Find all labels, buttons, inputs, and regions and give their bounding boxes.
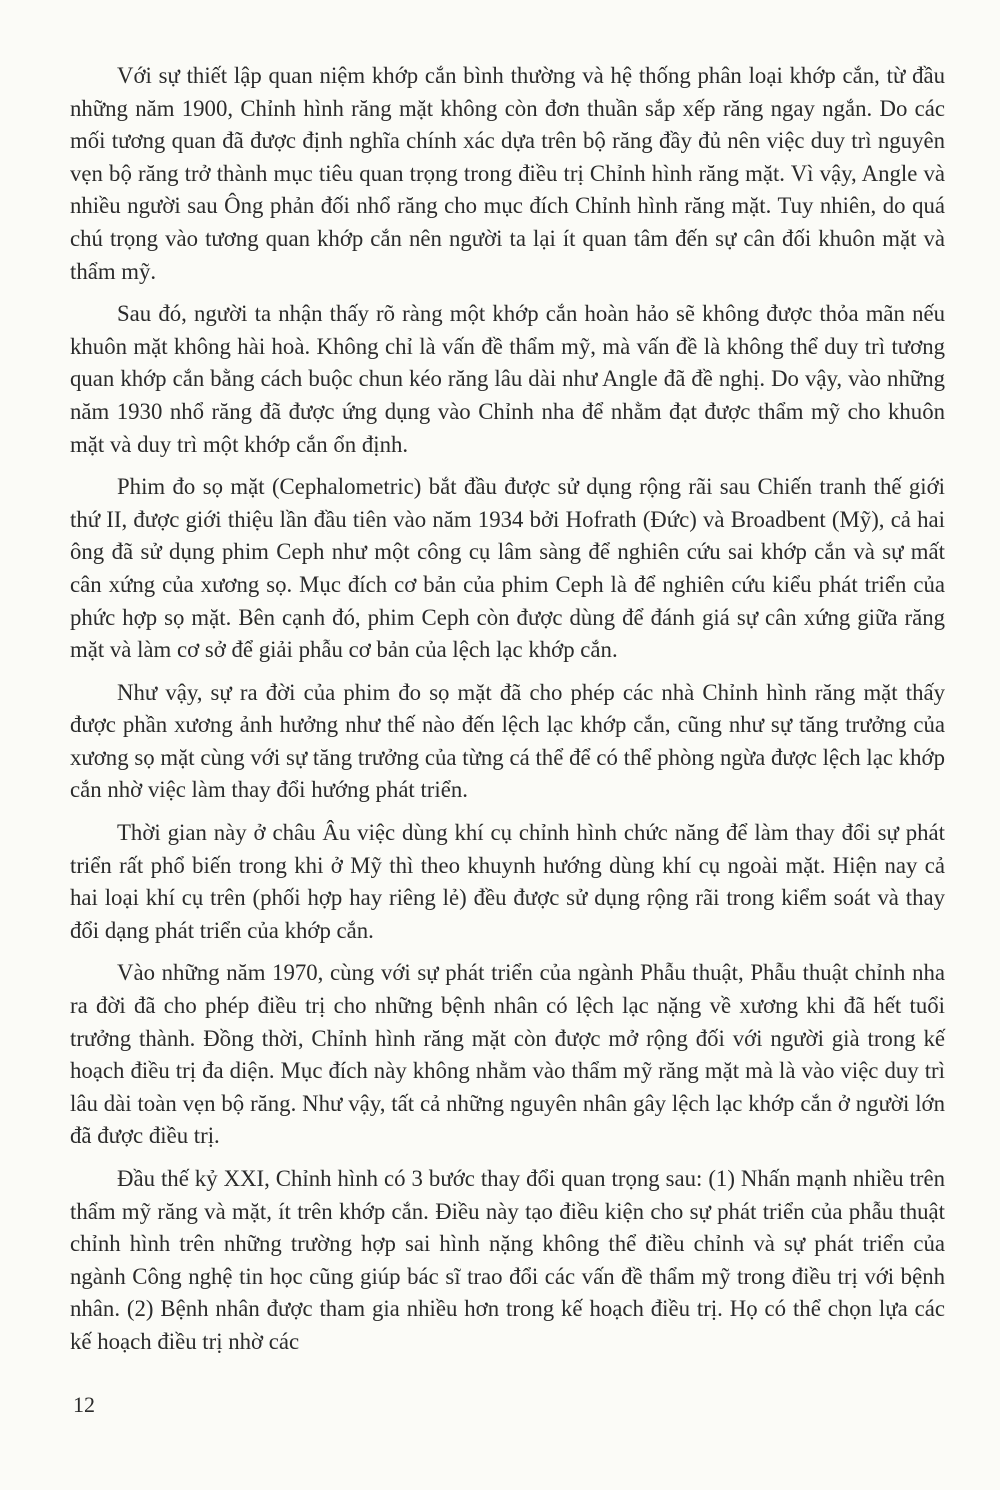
paragraph: Với sự thiết lập quan niệm khớp cắn bình thường và hệ thống phân loại khớp cắn, từ đầu những năm 1900, Chỉnh hình răng mặt không còn đơn thuần sắp xếp răng ngay ngắn. Do các mối tương quan đã được định nghĩa chính xác dựa trên bộ răng đầy đủ nên việc duy trì nguyên vẹn bộ răng trở thành mục tiêu quan trọng trong điều trị Chỉnh hình răng mặt. Vì vậy, Angle và nhiều người sau Ông phản đối nhổ răng cho mục đích Chỉnh hình răng mặt. Tuy nhiên, do quá chú trọng vào tương quan khớp cắn nên người ta lại ít quan tâm đến sự cân đối khuôn mặt và thẩm mỹ. [70, 63, 945, 284]
paragraph: Phim đo sọ mặt (Cephalometric) bắt đầu được sử dụng rộng rãi sau Chiến tranh thế giới thứ II, được giới thiệu lần đầu tiên vào năm 1934 bởi Hofrath (Đức) và Broadbent (Mỹ), cả hai ông đã sử dụng phim Ceph như một công cụ lâm sàng để nghiên cứu sai khớp cắn và sự mất cân xứng của xương sọ. Mục đích cơ bản của phim Ceph là để nghiên cứu kiểu phát triển của phức hợp sọ mặt. Bên cạnh đó, phim Ceph còn được dùng để đánh giá sự cân xứng giữa răng mặt và làm cơ sở để giải phẫu cơ bản của lệch lạc khớp cắn. [70, 474, 945, 663]
page-body-text [70, 60, 945, 1369]
paragraph: Đầu thế kỷ XXI, Chỉnh hình có 3 bước thay đổi quan trọng sau: (1) Nhấn mạnh nhiều trên thẩm mỹ răng và mặt, ít trên khớp cắn. Điều này tạo điều kiện cho sự phát triển của phẫu thuật chỉnh hình trên những trường hợp sai hình nặng không thể điều chỉnh và sự phát triển của ngành Công nghệ tin học cũng giúp bác sĩ trao đổi các vấn đề thẩm mỹ trong điều trị với bệnh nhân. (2) Bệnh nhân được tham gia nhiều hơn trong kế hoạch điều trị. Họ có thể chọn lựa các kế hoạch điều trị nhờ các [70, 1166, 945, 1354]
paragraph: Thời gian này ở châu Âu việc dùng khí cụ chỉnh hình chức năng để làm thay đổi sự phát triển rất phổ biến trong khi ở Mỹ thì theo khuynh hướng dùng khí cụ ngoài mặt. Hiện nay cả hai loại khí cụ trên (phối hợp hay riêng lẻ) đều được sử dụng rộng rãi trong kiểm soát và thay đổi dạng phát triển của khớp cắn. [70, 820, 945, 943]
paragraph: Vào những năm 1970, cùng với sự phát triển của ngành Phẫu thuật, Phẫu thuật chỉnh nha ra đời đã cho phép điều trị cho những bệnh nhân có lệch lạc nặng về xương khi đã hết tuổi trưởng thành. Đồng thời, Chỉnh hình răng mặt còn được mở rộng đối với người già trong kế hoạch điều trị đa diện. Mục đích này không nhằm vào thẩm mỹ răng mặt mà là vào việc duy trì lâu dài toàn vẹn bộ răng. Như vậy, tất cả những nguyên nhân gây lệch lạc khớp cắn ở người lớn đã được điều trị. [70, 960, 945, 1149]
paragraph: Sau đó, người ta nhận thấy rõ ràng một khớp cắn hoàn hảo sẽ không được thỏa mãn nếu khuôn mặt không hài hoà. Không chỉ là vấn đề thẩm mỹ, mà vấn đề là không thể duy trì tương quan khớp cắn bằng cách buộc chun kéo răng lâu dài như Angle đã đề nghị. Do vậy, vào những năm 1930 nhổ răng đã được ứng dụng vào Chỉnh nha để nhằm đạt được thẩm mỹ cho khuôn mặt và duy trì một khớp cắn ổn định. [70, 301, 945, 457]
page-number: 12 [73, 1392, 95, 1417]
paragraph: Như vậy, sự ra đời của phim đo sọ mặt đã cho phép các nhà Chỉnh hình răng mặt thấy được phần xương ảnh hưởng như thế nào đến lệch lạc khớp cắn, cũng như sự tăng trưởng của xương sọ mặt cùng với sự tăng trưởng của từng cá thể để có thể phòng ngừa được lệch lạc khớp cắn nhờ việc làm thay đổi hướng phát triển. [70, 679, 945, 803]
